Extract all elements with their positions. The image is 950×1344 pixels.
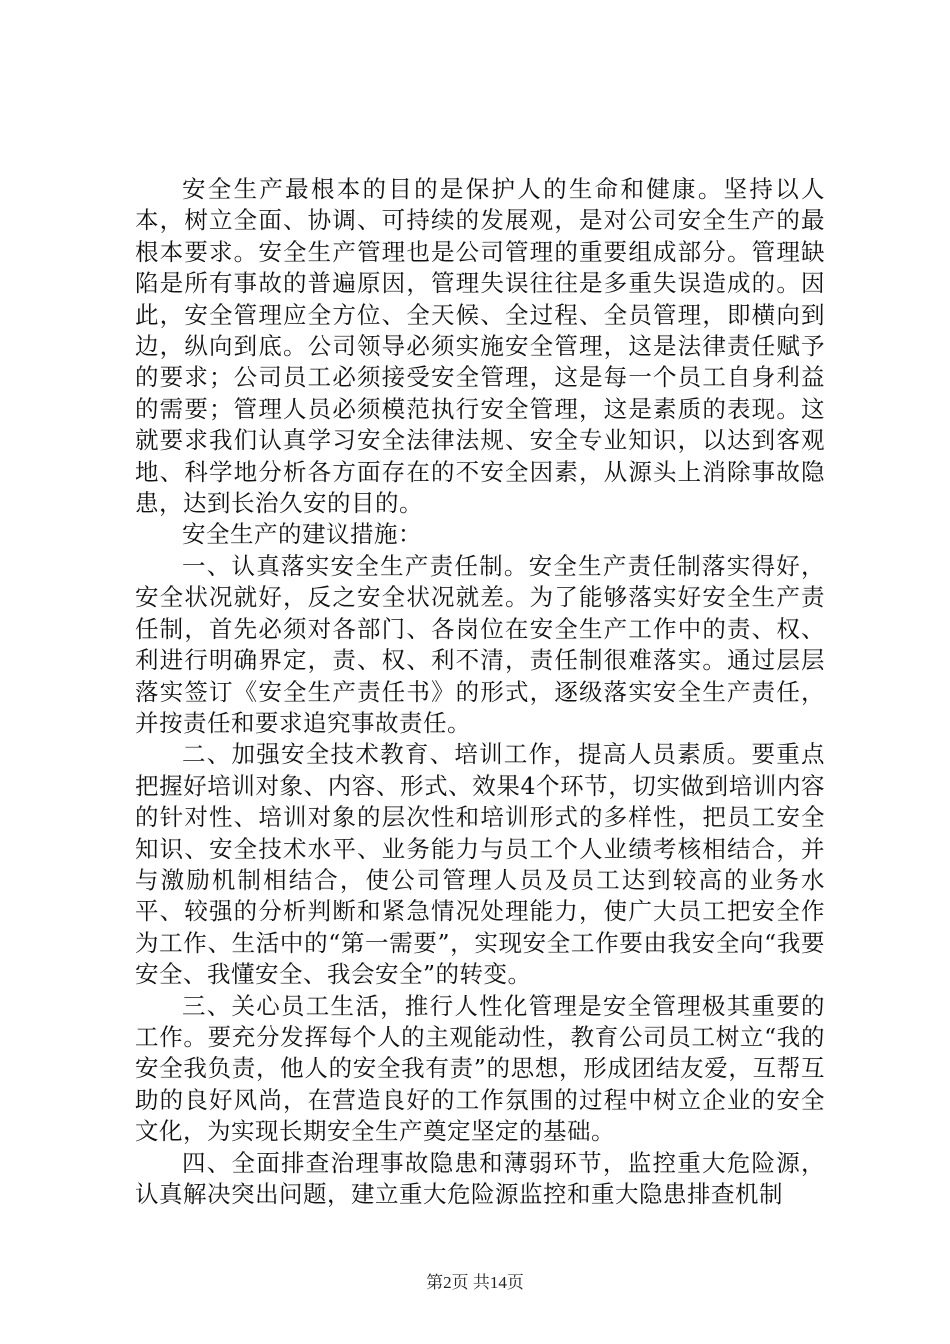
page-number-footer: 第2页 共14页 xyxy=(426,1273,524,1292)
paragraph-measure-2: 二、加强安全技术教育、培训工作，提高人员素质。要重点把握好培训对象、内容、形式、效果4个环节，切实做到培训内容的针对性、培训对象的层次性和培训形式的多样性，把员工安全知识、安全技术水平、业务能力与员工个人业绩考核相结合，并与激励机制相结合，使公司管理人员及员工达到较高的业务水平、较强的分析判断和紧急情况处理能力，使广大员工把安全作为工作、生活中的“第一需要”，实现安全工作要由我安全向“我要安全、我懂安全、我会安全”的转变。 xyxy=(135,740,825,989)
document-body xyxy=(135,174,825,1210)
paragraph-intro: 安全生产最根本的目的是保护人的生命和健康。坚持以人本，树立全面、协调、可持续的发展观，是对公司安全生产的最根本要求。安全生产管理也是公司管理的重要组成部分。管理缺陷是所有事故的普遍原因，管理失误往往是多重失误造成的。因此，安全管理应全方位、全天候、全过程、全员管理，即横向到边，纵向到底。公司领导必须实施安全管理，这是法律责任赋予的要求；公司员工必须接受安全管理，这是每一个员工自身利益的需要；管理人员必须模范执行安全管理，这是素质的表现。这就要求我们认真学习安全法律法规、安全专业知识，以达到客观地、科学地分析各方面存在的不安全因素，从源头上消除事故隐患，达到长治久安的目的。 xyxy=(135,175,825,518)
paragraph-measures-heading: 安全生产的建议措施： xyxy=(182,520,422,549)
paragraph-measure-3: 三、关心员工生活，推行人性化管理是安全管理极其重要的工作。要充分发挥每个人的主观能动性，教育公司员工树立“我的安全我负责，他人的安全我有责”的思想，形成团结友爱，互帮互助的良好风尚，在营造良好的工作氛围的过程中树立企业的安全文化，为实现长期安全生产奠定坚定的基础。 xyxy=(135,991,825,1146)
paragraph-measure-4: 四、全面排查治理事故隐患和薄弱环节，监控重大危险源，认真解决突出问题，建立重大危险源监控和重大隐患排查机制 xyxy=(135,1148,825,1208)
paragraph-measure-1: 一、认真落实安全生产责任制。安全生产责任制落实得好，安全状况就好，反之安全状况就差。为了能够落实好安全生产责任制，首先必须对各部门、各岗位在安全生产工作中的责、权、利进行明确界定，责、权、利不清，责任制很难落实。通过层层落实签订《安全生产责任书》的形式，逐级落实安全生产责任，并按责任和要求追究事故责任。 xyxy=(135,551,825,737)
